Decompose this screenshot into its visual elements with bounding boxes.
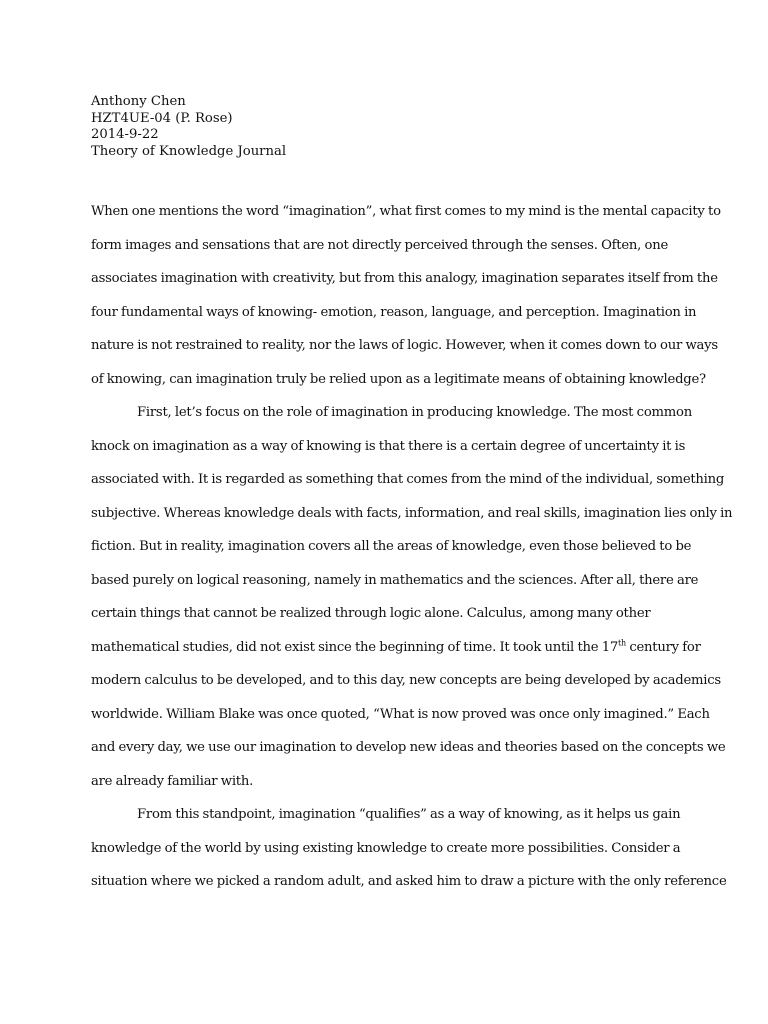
paragraph-2 [91,403,733,805]
text-line: form images and sensations that are not directly perceived through the senses. Often, one [91,237,668,253]
document-title: Theory of Knowledge Journal [91,143,287,159]
text-line: certain things that cannot be realized through logic alone. Calculus, among many other [91,606,651,621]
century-superscript: th [618,638,626,648]
text-line: four fundamental ways of knowing- emotion, reason, language, and perception. Imagination in [91,304,697,320]
text-line: subjective. Whereas knowledge deals with facts, information, and real skills, imagination lies only in [91,505,733,521]
century-text-before: mathematical studies, did not exist since the beginning of time. It took until the 17 [91,639,619,655]
text-line: knock on imagination as a way of knowing is that there is a certain degree of uncertainty it is [91,438,686,454]
course-code: HZT4UE-04 (P. Rose) [91,110,233,126]
text-line: First, let’s focus on the role of imagination in producing knowledge. The most common [137,405,692,420]
text-line: associated with. It is regarded as something that comes from the mind of the individual, something [91,472,725,487]
text-line: and every day, we use our imagination to develop new ideas and theories based on the concepts we [91,740,726,755]
document-body [91,202,733,906]
paragraph-3 [91,805,727,906]
text-line: worldwide. William Blake was once quoted, “What is now proved was once only imagined.” Each [91,706,710,722]
text-line: are already familiar with. [91,773,254,789]
text-line: When one mentions the word “imagination”, what first comes to my mind is the mental capacity to [91,204,721,219]
paragraph-1 [91,202,721,403]
author-name: Anthony Chen [91,94,186,109]
text-line: From this standpoint, imagination “qualifies” as a way of knowing, as it helps us gain [137,807,681,822]
document-header [91,94,681,160]
text-line-century [91,638,701,672]
text-line: nature is not restrained to reality, nor the laws of logic. However, when it comes down to our ways [91,338,718,353]
text-line: associates imagination with creativity, but from this analogy, imagination separates itself from the [91,271,718,286]
text-line: of knowing, can imagination truly be relied upon as a legitimate means of obtaining knowledge? [91,371,706,387]
text-line: modern calculus to be developed, and to this day, new concepts are being developed by academics [91,673,721,688]
text-line: situation where we picked a random adult, and asked him to draw a picture with the only reference [91,874,727,889]
text-line: based purely on logical reasoning, namely in mathematics and the sciences. After all, there are [91,572,699,588]
text-line: knowledge of the world by using existing knowledge to create more possibilities. Consider a [91,840,681,856]
document-date: 2014-9-22 [91,127,159,142]
text-line: fiction. But in reality, imagination covers all the areas of knowledge, even those believed to be [91,539,692,554]
century-text-after: century for [625,639,701,655]
